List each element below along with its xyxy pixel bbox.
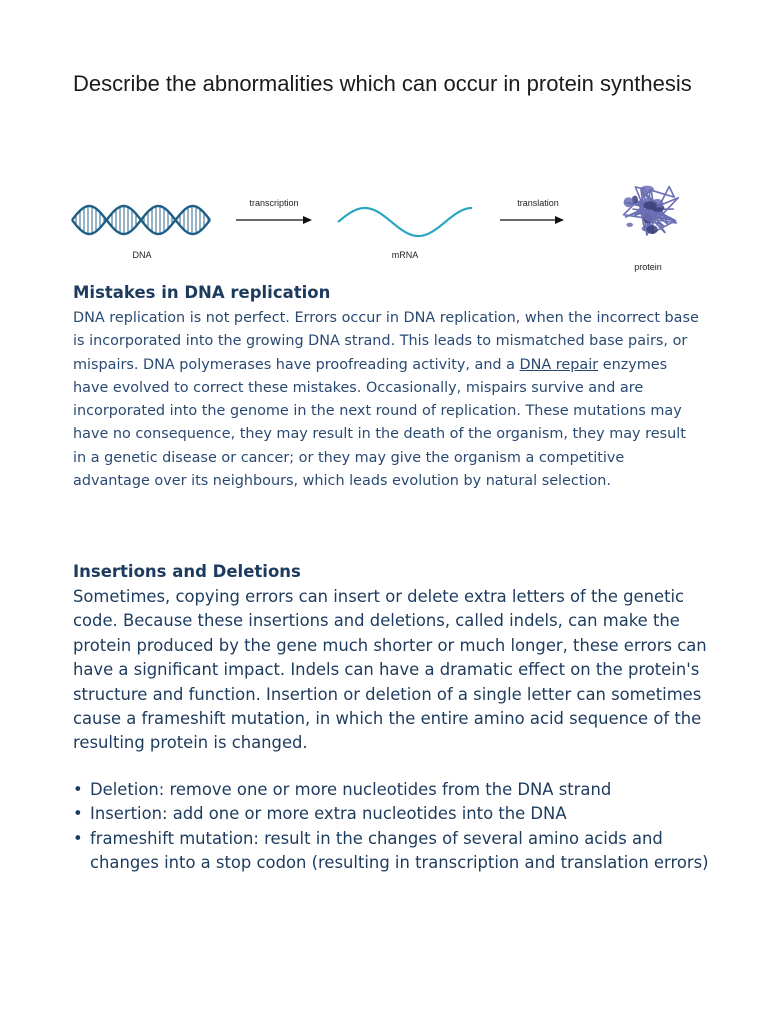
bullet-icon: • — [73, 804, 83, 824]
translation-arrow — [500, 216, 564, 224]
insertions-deletions-paragraph: Sometimes, copying errors can insert or delete extra letters of the genetic code. Because these insertions and deletions, called indels, can make the protein produced by the gene much shorter or much longer, these errors can have a significant impact. Indels can have a dramatic effect on the protein's structure and function. Insertion or deletion of a single letter can sometimes cause a frameshift mutation, in which the entire amino acid sequence of the resulting protein is changed. — [73, 587, 707, 753]
list-item-text: Insertion: add one or more extra nucleotides into the DNA — [90, 804, 567, 824]
paragraph-text: enzymes have evolved to correct these mistakes. Occasionally, mispairs survive and are incorporated into the genome in the next round of replication. These mutations may have no consequence, they may result in the death of the organism, they may result in a genetic disease or cancer; or they may give the organism a competitive advantage over its neighbours, which leads evolution by natural selection. — [73, 356, 686, 490]
list-item — [73, 802, 713, 826]
dna-helix — [72, 206, 210, 234]
bullet-icon: • — [73, 828, 83, 848]
list-item — [73, 827, 713, 876]
protein-synthesis-diagram — [60, 170, 720, 280]
page-title: Describe the abnormalities which can occur in protein synthesis — [73, 71, 692, 96]
dna-repair-link[interactable]: DNA repair — [519, 356, 599, 373]
mrna-strand — [338, 208, 472, 236]
mrna-label: mRNA — [391, 250, 419, 260]
section-heading-dna-replication: Mistakes in DNA replication — [73, 283, 331, 302]
protein-synthesis-svg — [60, 170, 720, 280]
section-heading-insertions-deletions: Insertions and Deletions — [73, 562, 301, 581]
list-item-text: frameshift mutation: result in the changes of several amino acids and changes into a stop codon (resulting in transcription and translation errors) — [90, 828, 709, 873]
protein-structure-icon — [624, 186, 679, 236]
dna-replication-paragraph — [73, 307, 703, 493]
list-item-text: Deletion: remove one or more nucleotides from the DNA strand — [90, 780, 612, 799]
list-item — [73, 778, 713, 802]
transcription-arrow — [236, 216, 312, 224]
transcription-label: transcription — [249, 198, 299, 208]
paragraph-text: DNA replication is not perfect. Errors occur in DNA replication, when the incorrect base is incorporated into the growing DNA strand. This leads to mismatched base pairs, or mispairs. DNA polymerases have proofreading activity, and a — [73, 310, 699, 373]
bullet-icon: • — [73, 780, 83, 799]
dna-label: DNA — [132, 250, 152, 260]
translation-label: translation — [517, 198, 559, 208]
protein-label: protein — [634, 262, 662, 272]
mutation-types-list — [73, 778, 713, 876]
